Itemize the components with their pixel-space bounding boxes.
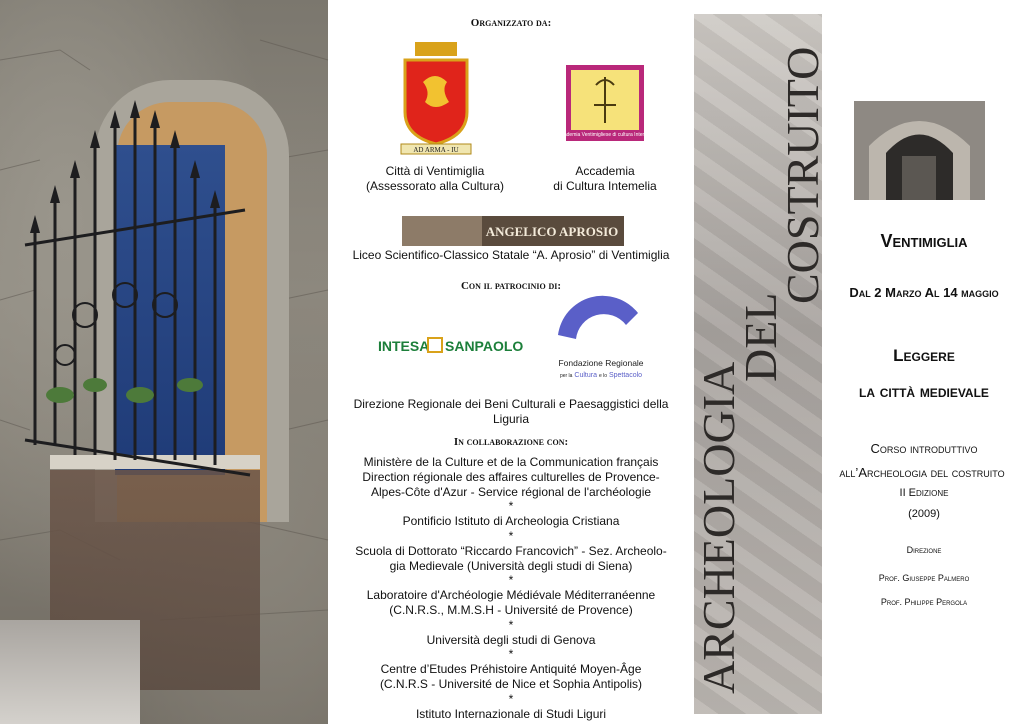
svg-text:COSTRUITO: COSTRUITO	[777, 46, 828, 304]
collab-line: Istituto Internazionale di Studi Liguri	[415, 706, 607, 721]
collab-line: Laboratoire d'Archéologie Médiévale Méditerranéenne	[366, 588, 656, 603]
academy-label	[540, 164, 670, 194]
collab-separator: *	[508, 573, 514, 588]
collab-line: gia Medievale (Università degli studi di Siena)	[389, 558, 633, 573]
collab-separator: *	[508, 647, 514, 662]
collab-line: (C.N.R.S., M.M.S.H - Université de Provence)	[389, 602, 633, 617]
svg-text:Fondazione Regionale: Fondazione Regionale	[558, 358, 644, 368]
organized-by-heading: Organizzato da:	[470, 17, 552, 29]
patronage-heading: Con il patrocinio di:	[460, 280, 561, 292]
vertical-title	[693, 14, 828, 714]
iron-grille	[20, 95, 250, 485]
collaboration-heading: In collaborazione con:	[453, 436, 569, 448]
svg-text:INTESA: INTESA	[378, 338, 430, 354]
collab-line: Scuola di Dottorato “Riccardo Francovich” - Sez. Archeolo-	[355, 543, 667, 558]
cover-photo-window	[0, 0, 328, 724]
collab-line: Università degli studi di Genova	[426, 632, 596, 647]
course-line-2: all’Archeologia del costruito	[839, 465, 1005, 480]
svg-text:per la Cultura e l: per la Cultura e lo Spettacolo	[559, 372, 643, 379]
liceo-banner-logo	[402, 216, 624, 246]
ventimiglia-crest-icon	[395, 40, 477, 160]
city-title: Ventimiglia	[880, 231, 968, 251]
city-office: (Assessorato alla Cultura)	[365, 179, 505, 193]
collab-separator: *	[508, 499, 514, 514]
archway-photo	[854, 101, 985, 200]
svg-text:ANGELICO APROSIO: ANGELICO APROSIO	[485, 224, 619, 239]
regional-directorate: Direzione Regionale dei Beni Culturali e Paesaggistici della Liguria	[353, 397, 669, 426]
collab-separator: *	[508, 617, 514, 632]
collab-separator: *	[508, 691, 514, 706]
title-strip	[693, 14, 828, 714]
collab-line: Pontificio Istituto di Archeologia Cristiana	[402, 514, 620, 529]
svg-text:AD ARMA - IU: AD ARMA - IU	[413, 146, 459, 154]
svg-text:SANPAOLO: SANPAOLO	[445, 338, 524, 354]
city-name: Città di Ventimiglia	[385, 164, 485, 178]
director-1: Prof. Giuseppe Palmero	[878, 573, 970, 583]
subtitle-line-2: la città medievale	[859, 382, 989, 401]
svg-text:DEL: DEL	[735, 292, 786, 382]
course-dates: Dal 2 Marzo Al 14 maggio	[849, 285, 999, 300]
academy-full: di Cultura Intemelia	[553, 179, 657, 193]
direction-label: Direzione	[906, 545, 942, 555]
subtitle-line-1: Leggere	[893, 346, 955, 365]
collab-line: Centre d’Etudes Préhistoire Antiquité Moyen-Âge	[380, 662, 642, 677]
liceo-name: Liceo Scientifico-Classico Statale “A. Aprosio” di Ventimiglia	[352, 248, 670, 262]
edition-label: II Edizione	[899, 487, 949, 499]
collab-line: Ministère de la Culture et de la Communication français	[363, 455, 659, 469]
collab-line: Alpes-Côte d'Azur - Service régional de l'archéologie	[370, 484, 652, 499]
collaboration-list	[345, 455, 677, 721]
course-line-1: Corso introduttivo	[870, 441, 978, 456]
academy-name: Accademia	[575, 164, 635, 178]
svg-text:Accademia Ventimigliese di cul: Accademia Ventimigliese di cultura Intemelia	[555, 132, 655, 138]
collab-line: (C.N.R.S - Université de Nice et Sophia Antipolis)	[379, 676, 643, 691]
director-2: Prof. Philippe Pergola	[880, 597, 968, 607]
intesa-sanpaolo-logo	[372, 325, 524, 365]
svg-text:LIGURIA: LIGURIA	[630, 326, 648, 350]
svg-text:ARCHEOLOGIA: ARCHEOLOGIA	[693, 361, 744, 694]
collab-separator: *	[508, 528, 514, 543]
fondazione-logo	[546, 295, 656, 380]
academy-logo-icon	[555, 65, 655, 141]
year-label: (2009)	[908, 508, 940, 520]
collab-line: Direction régionale des affaires culturelles de Provence-	[362, 469, 660, 484]
city-label	[355, 164, 515, 194]
